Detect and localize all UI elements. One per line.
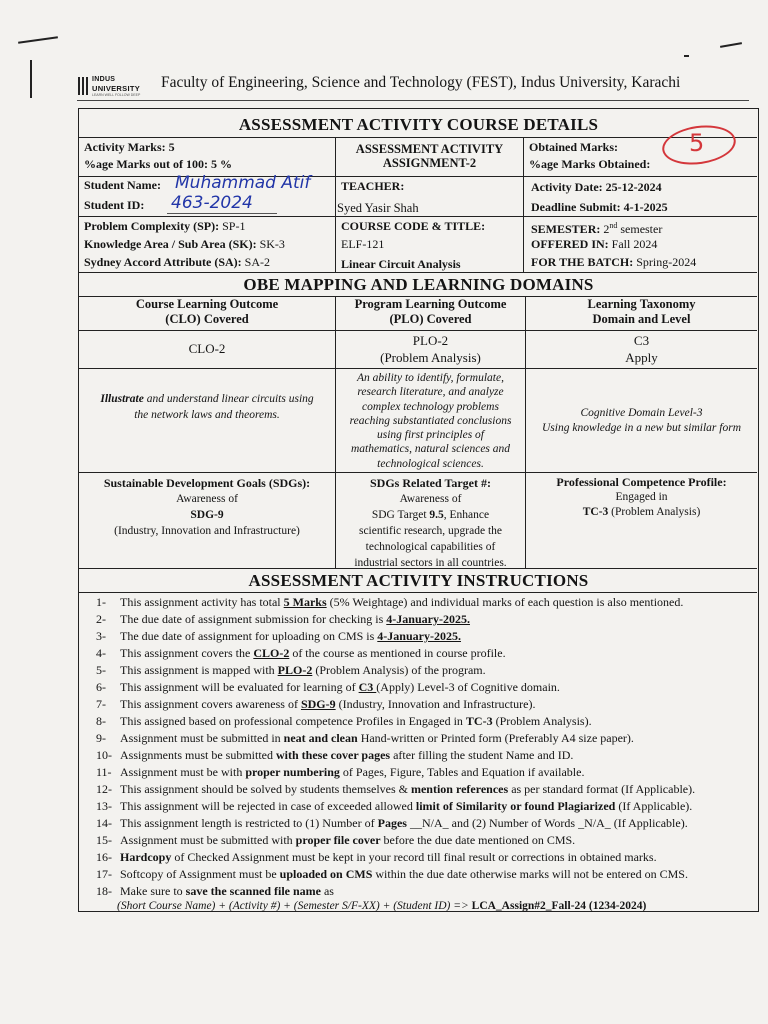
instruction-item: 9- Assignment must be submitted in neat and clean Hand-written or Printed form (Preferably A4 size paper). (96, 731, 634, 745)
course-title: Linear Circuit Analysis (341, 257, 461, 271)
problem-complexity: Problem Complexity (SP): SP-1 (84, 219, 246, 233)
course-code-label: COURSE CODE & TITLE: (341, 219, 486, 233)
instruction-item: 5- This assignment is mapped with PLO-2 (Problem Analysis) of the program. (96, 663, 486, 677)
logo-tagline: LEARN WELL FOLLOW DEEP (92, 93, 141, 97)
obtained-marks-value: 5 (689, 129, 705, 157)
university-logo (77, 75, 157, 97)
instruction-item: 3- The due date of assignment for uploading on CMS is 4-January-2025. (96, 629, 461, 643)
offered-in: OFFERED IN: Fall 2024 (531, 237, 658, 251)
instruction-item: 7- This assignment covers awareness of SDG-9 (Industry, Innovation and Infrastructure). (96, 697, 536, 711)
scan-mark (720, 42, 742, 48)
taxonomy-value: C3 Apply (625, 333, 658, 365)
instruction-item: 15- Assignment must be submitted with proper file cover before the due date mentioned on CMS. (96, 833, 576, 847)
competence-profile-cell: Professional Competence Profile: Engaged in TC-3 (Problem Analysis) (556, 475, 727, 518)
header-rule (77, 100, 749, 101)
clo-header: Course Learning Outcome (CLO) Covered (135, 297, 279, 326)
page-header (77, 70, 749, 100)
file-name-format: (Short Course Name) + (Activity #) + (Semester S/F-XX) + (Student ID) => LCA_Assign#2_Fall-24 (1234-2024) (117, 900, 647, 912)
assessment-form (78, 108, 759, 912)
instruction-item: 11- Assignment must be with proper numbering of Pages, Figure, Tables and Equation if available. (96, 765, 585, 779)
instruction-item: 12- This assignment should be solved by students themselves & mention references as per standard format (If Applicable). (96, 782, 696, 796)
instruction-item: 8- This assigned based on professional competence Profiles in Engaged in TC-3 (Problem Analysis). (96, 714, 592, 728)
course-code-value: ELF-121 (341, 237, 385, 251)
student-id-value: 463-2024 (171, 193, 253, 213)
obe-section-title: OBE MAPPING AND LEARNING DOMAINS (243, 275, 594, 294)
scan-mark (684, 55, 689, 57)
activity-marks: Activity Marks: 5 (84, 140, 175, 154)
instruction-item: 6- This assignment will be evaluated for learning of C3 (Apply) Level-3 of Cognitive domain. (96, 680, 560, 694)
instruction-item: 10- Assignments must be submitted with these cover pages after filling the student Name and ID. (96, 748, 574, 762)
taxonomy-header: Learning Taxonomy Domain and Level (587, 297, 696, 326)
clo-description: Illustrate and understand linear circuits using the network laws and theorems. (100, 393, 314, 421)
percent-marks: %age Marks out of 100: 5 % (84, 157, 232, 171)
faculty-title: Faculty of Engineering, Science and Technology (FEST), Indus University, Karachi (161, 74, 681, 91)
assessment-activity-label: ASSESSMENT ACTIVITY ASSIGNMENT-2 (355, 142, 504, 170)
obtained-marks-label: Obtained Marks: (529, 140, 619, 154)
percent-obtained-label: %age Marks Obtained: (529, 157, 651, 171)
student-id-label: Student ID: (84, 198, 145, 212)
instructions-title: ASSESSMENT ACTIVITY INSTRUCTIONS (248, 571, 589, 590)
taxonomy-description: Cognitive Domain Level-3 Using knowledge in a new but similar form (541, 407, 741, 434)
logo-text: INDUS (92, 76, 116, 83)
instruction-item: 14- This assignment length is restricted to (1) Number of Pages __N/A_ and (2) Number of Words _N/A_ (If Applicable). (96, 816, 688, 830)
logo-text: UNIVERSITY (92, 84, 141, 93)
instruction-item: 13- This assignment will be rejected in case of exceeded allowed limit of Similarity or found Plagiarized (If Applicable). (96, 799, 693, 813)
instruction-item: 17- Softcopy of Assignment must be uploaded on CMS within the due date otherwise marks will not be entered on CMS. (96, 867, 688, 881)
deadline-submit: Deadline Submit: 4-1-2025 (531, 200, 668, 214)
scan-mark (30, 60, 32, 98)
instruction-item: 18- Make sure to save the scanned file name as (96, 884, 334, 898)
sydney-accord: Sydney Accord Attribute (SA): SA-2 (84, 255, 271, 269)
plo-description: An ability to identify, formulate, research literature, and analyze complex technology problems reaching substantiated conclusions using first principles of mathematics, natural sciences and technological sciences. (349, 372, 512, 470)
plo-header: Program Learning Outcome (PLO) Covered (354, 297, 507, 326)
instruction-item: 16- Hardcopy of Checked Assignment must be kept in your record till final result or corrections in obtained marks. (96, 850, 657, 864)
sdg-target-cell: SDGs Related Target #: Awareness of SDG Target 9.5, Enhance scientific research, upgrade the technological capabilities of industrial sectors in all countries. (354, 476, 507, 569)
course-details-title: ASSESSMENT ACTIVITY COURSE DETAILS (238, 115, 599, 134)
teacher-value: Syed Yasir Shah (337, 201, 419, 215)
teacher-label: TEACHER: (341, 179, 405, 193)
scan-mark (18, 36, 58, 44)
instruction-item: 2- The due date of assignment submission for checking is 4-January-2025. (96, 612, 470, 626)
knowledge-area: Knowledge Area / Sub Area (SK): SK-3 (84, 237, 285, 251)
clo-value: CLO-2 (188, 341, 226, 356)
instruction-item: 1- This assignment activity has total 5 Marks (5% Weightage) and individual marks of each question is also mentioned. (96, 595, 684, 609)
student-name-value: Muhammad Atif (175, 173, 311, 193)
plo-value: PLO-2 (Problem Analysis) (380, 333, 481, 365)
sdg-cell: Sustainable Development Goals (SDGs): Awareness of SDG-9 (Industry, Innovation and Infrastructure) (103, 476, 311, 537)
semester: SEMESTER: 2nd semester (531, 221, 663, 236)
for-the-batch: FOR THE BATCH: Spring-2024 (531, 255, 697, 269)
student-name-label: Student Name: (84, 178, 161, 192)
instruction-item: 4- This assignment covers the CLO-2 of the course as mentioned in course profile. (96, 646, 506, 660)
activity-date: Activity Date: 25-12-2024 (531, 180, 662, 194)
student-id-underline (167, 213, 277, 214)
